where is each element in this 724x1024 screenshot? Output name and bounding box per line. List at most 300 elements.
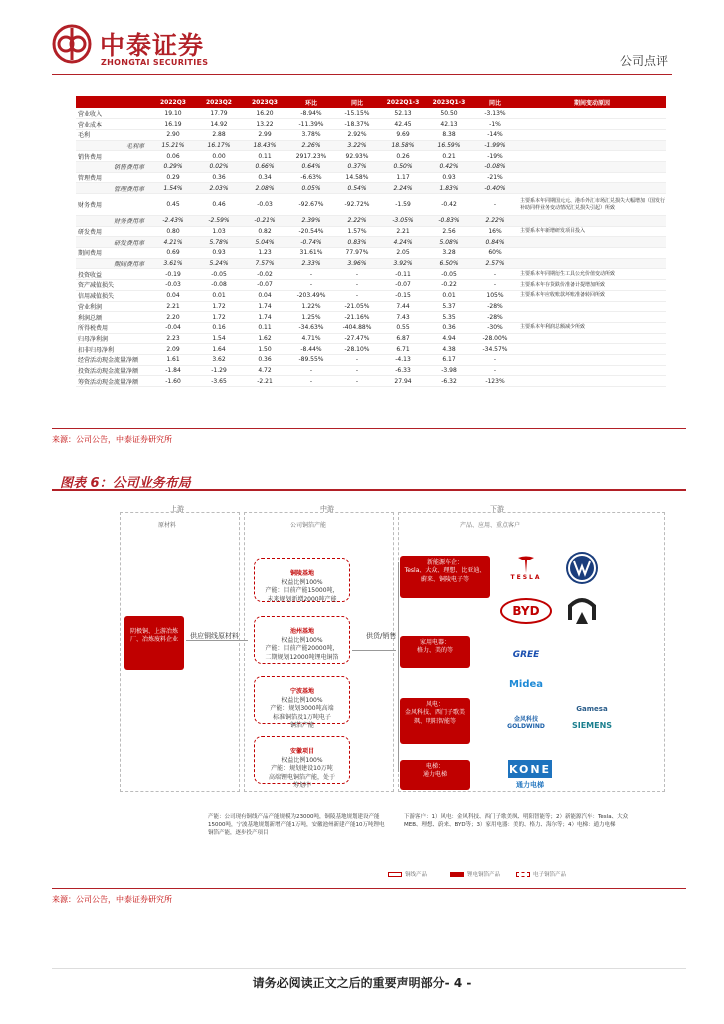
zhongtai-logo-icon — [52, 24, 92, 64]
row-note — [518, 108, 666, 119]
table-cell: -0.04 — [150, 322, 196, 333]
table-cell: 2.22% — [334, 216, 380, 227]
table-cell: 0.36 — [426, 322, 472, 333]
table-cell: 0.01 — [196, 290, 242, 301]
table-cell: -3.05% — [380, 216, 426, 227]
table-cell: 0.36 — [196, 172, 242, 183]
table-cell: 2.08% — [242, 183, 288, 194]
app-new-energy: 新能源车企： Tesla、大众、理想、比亚迪、蔚来、铜陵电子等 — [400, 556, 490, 598]
table-cell: 6.71 — [380, 344, 426, 355]
table-row — [76, 108, 666, 119]
table-cell: - — [288, 376, 334, 387]
table-cell: -404.88% — [334, 322, 380, 333]
table-cell: 0.34 — [242, 172, 288, 183]
table-cell: - — [334, 290, 380, 301]
table-cell: -0.03 — [242, 194, 288, 216]
table-cell: -14% — [472, 129, 518, 140]
table-row — [76, 226, 666, 237]
table-row — [76, 129, 666, 140]
table-cell: 27.94 — [380, 376, 426, 387]
bracket-line — [398, 562, 399, 772]
table-cell: 92.93% — [334, 151, 380, 162]
nio-logo-icon — [564, 594, 600, 626]
row-label: 财务费用率 — [76, 216, 150, 227]
table-cell: -0.05 — [196, 269, 242, 280]
table-cell: 2.99 — [242, 129, 288, 140]
table-cell: -0.07 — [380, 280, 426, 291]
table-cell: 2.21 — [150, 301, 196, 312]
table-cell: 0.45 — [150, 194, 196, 216]
row-note: 主要系本年同期国元元、港币外汇市场汇兑损失大幅增加（国发行补助同样业务变动情况汇兑损失引起）所致 — [518, 194, 666, 216]
table-cell: 3.78% — [288, 129, 334, 140]
table-cell: -0.02 — [242, 269, 288, 280]
table-row — [76, 161, 666, 172]
row-label: 信用减值损失 — [76, 290, 150, 301]
table-cell: -0.05 — [426, 269, 472, 280]
table-cell: -1.84 — [150, 365, 196, 376]
row-note — [518, 376, 666, 387]
row-note — [518, 301, 666, 312]
page-header — [0, 0, 724, 80]
table-cell: -0.74% — [288, 237, 334, 248]
table-cell: -11.39% — [288, 119, 334, 130]
row-note — [518, 161, 666, 172]
table-cell: 0.05% — [288, 183, 334, 194]
table-cell: -6.33 — [380, 365, 426, 376]
row-label: 研发费用 — [76, 226, 150, 237]
gree-logo: GREE — [512, 650, 540, 660]
base-ningbo: 宁波基地 权益比例100% 产能：规划3000吨高端 标准铜箔及1万吨电子 铜箔产能 — [254, 676, 350, 724]
upstream-sub: 原材料 — [158, 522, 177, 529]
table-row — [76, 140, 666, 151]
row-label: 筹资活动现金流量净额 — [76, 376, 150, 387]
midea-logo: Midea — [508, 678, 544, 690]
table-cell: 0.16 — [196, 322, 242, 333]
table-cell: 2.26% — [288, 140, 334, 151]
table-row — [76, 333, 666, 344]
row-note: 主要系本年新增研发项目投入 — [518, 226, 666, 237]
table-header-row — [76, 96, 666, 108]
table-cell: - — [288, 280, 334, 291]
table-cell: 0.66% — [242, 161, 288, 172]
table-cell: -21% — [472, 172, 518, 183]
table-source: 来源：公司公告，中泰证券研究所 — [52, 435, 172, 444]
row-label: 投资收益 — [76, 269, 150, 280]
table-cell: -1.59 — [380, 194, 426, 216]
table-cell: 0.80 — [150, 226, 196, 237]
table-row — [76, 172, 666, 183]
table-cell: 0.55 — [380, 322, 426, 333]
app-wind: 风电： 金风科技、西门子歌美飒、明阳智能等 — [400, 698, 470, 744]
table-cell: -0.08 — [196, 280, 242, 291]
row-note: 主要系本年利润总额减少所致 — [518, 322, 666, 333]
figure-title-bar — [52, 469, 686, 491]
row-label: 管理费用率 — [76, 183, 150, 194]
table-cell: -19% — [472, 151, 518, 162]
table-cell: 1.72 — [196, 301, 242, 312]
table-row — [76, 269, 666, 280]
table-cell: -28% — [472, 312, 518, 323]
table-row — [76, 354, 666, 365]
table-cell: -4.13 — [380, 354, 426, 365]
table-cell: - — [472, 280, 518, 291]
table-cell: 0.84% — [472, 237, 518, 248]
financial-table — [76, 96, 666, 387]
row-label: 所得税费用 — [76, 322, 150, 333]
midstream-sub: 公司铜箔产能 — [290, 522, 327, 529]
company-name-en: ZHONGTAI SECURITIES — [101, 58, 209, 67]
row-note — [518, 354, 666, 365]
table-cell: 0.01 — [426, 290, 472, 301]
table-cell: 6.17 — [426, 354, 472, 365]
table-cell: 1.22% — [288, 301, 334, 312]
gamesa-logo: Gamesa — [576, 705, 608, 713]
col-header: 环比 — [288, 96, 334, 108]
base-anhui: 安徽项目 权益比例100% 产能：规划建设10万吨 高端锂电铜箔产能，处于 筹划中 — [254, 736, 350, 784]
row-label: 归母净利润 — [76, 333, 150, 344]
table-cell: 5.04% — [242, 237, 288, 248]
table-cell: -34.63% — [288, 322, 334, 333]
col-header: 2023Q3 — [242, 96, 288, 108]
table-cell: 17.79 — [196, 108, 242, 119]
table-cell: 42.45 — [380, 119, 426, 130]
table-cell: 0.02% — [196, 161, 242, 172]
table-cell: - — [334, 269, 380, 280]
table-row — [76, 301, 666, 312]
mid-footnote: 产能：公司现有铜线产品产能规模为23000吨，铜陵基地规划建设产能15000吨，宁波基地规划新增产能1万吨，安徽池州新建产能10万吨锂电铜箔产能，逐步投产项目 — [208, 814, 385, 836]
table-cell: 0.04 — [242, 290, 288, 301]
table-row — [76, 216, 666, 227]
table-cell: -28.00% — [472, 333, 518, 344]
table-cell: -2.43% — [150, 216, 196, 227]
table-cell: - — [288, 269, 334, 280]
table-cell: 4.71% — [288, 333, 334, 344]
table-cell: 2.88 — [196, 129, 242, 140]
down-footnote: 下游客户：1）风电：金风科技、西门子歌美飒、明阳智能等；2）新能源汽车：Tesla、大众MEB、理想、蔚来、BYD等；3）家用电器：美的、格力、海尔等；4）电梯：通力电梯 — [404, 814, 629, 828]
table-cell: 42.13 — [426, 119, 472, 130]
table-cell: 1.23 — [242, 248, 288, 259]
col-header: 期间变动原因 — [518, 96, 666, 108]
table-cell: -2.59% — [196, 216, 242, 227]
table-cell: 6.87 — [380, 333, 426, 344]
table-cell: 77.97% — [334, 248, 380, 259]
row-note — [518, 172, 666, 183]
table-cell: - — [334, 280, 380, 291]
row-note — [518, 119, 666, 130]
siemens-logo: SIEMENS — [571, 720, 613, 730]
table-cell: 4.21% — [150, 237, 196, 248]
row-note — [518, 237, 666, 248]
table-cell: 9.69 — [380, 129, 426, 140]
table-cell: 15.21% — [150, 140, 196, 151]
table-cell: -0.42 — [426, 194, 472, 216]
row-note — [518, 365, 666, 376]
table-bottom-rule — [52, 428, 686, 429]
table-cell: 0.42% — [426, 161, 472, 172]
table-cell: - — [334, 365, 380, 376]
row-label: 营业利润 — [76, 301, 150, 312]
table-cell: -1.60 — [150, 376, 196, 387]
table-row — [76, 258, 666, 269]
row-note — [518, 183, 666, 194]
col-header: 同比 — [472, 96, 518, 108]
table-cell: -89.55% — [288, 354, 334, 365]
kone-cn-label: 通力电梯 — [516, 781, 544, 789]
figure-source: 来源：公司公告，中泰证券研究所 — [52, 895, 172, 904]
row-label: 营业成本 — [76, 119, 150, 130]
row-note: 主要系本年应收账款坏账准备转回所致 — [518, 290, 666, 301]
table-cell: 0.69 — [150, 248, 196, 259]
table-row — [76, 119, 666, 130]
midstream-label: 中游 — [320, 505, 334, 513]
table-cell: -92.67% — [288, 194, 334, 216]
table-cell: 3.61% — [150, 258, 196, 269]
table-cell: 0.50% — [380, 161, 426, 172]
table-cell: -2.21 — [242, 376, 288, 387]
base-tongling: 铜陵基地 权益比例100% 产能：目前产能15000吨， 未来规划新增2000吨产能 — [254, 558, 350, 602]
legend-item-1: 铜线产品 — [388, 870, 427, 878]
table-cell: 5.24% — [196, 258, 242, 269]
table-cell: 60% — [472, 248, 518, 259]
table-cell: -0.21% — [242, 216, 288, 227]
base-chizhou: 池州基地 权益比例100% 产能：目前产能20000吨， 二期规划12000吨锂电铜箔 — [254, 616, 350, 664]
table-cell: -21.16% — [334, 312, 380, 323]
table-cell: - — [334, 354, 380, 365]
row-label: 扣非归母净利 — [76, 344, 150, 355]
row-label: 资产减值损失 — [76, 280, 150, 291]
table-cell: -3.65 — [196, 376, 242, 387]
col-header: 2022Q3 — [150, 96, 196, 108]
table-cell: 5.08% — [426, 237, 472, 248]
table-cell: 2.92% — [334, 129, 380, 140]
table-cell: 2.09 — [150, 344, 196, 355]
footer-divider — [52, 968, 686, 969]
figure-bottom-rule — [52, 888, 686, 889]
col-header: 2023Q1-3 — [426, 96, 472, 108]
row-note: 主要系本年存货跌价准备计提增加所致 — [518, 280, 666, 291]
table-cell: 2.23 — [150, 333, 196, 344]
row-note — [518, 151, 666, 162]
company-name-cn: 中泰证券 — [100, 31, 205, 60]
table-cell: -15.15% — [334, 108, 380, 119]
table-row — [76, 290, 666, 301]
table-cell: -0.08% — [472, 161, 518, 172]
row-label: 期间费用 — [76, 248, 150, 259]
table-row — [76, 280, 666, 291]
table-row — [76, 183, 666, 194]
table-cell: 0.21 — [426, 151, 472, 162]
table-cell: 3.96% — [334, 258, 380, 269]
table-cell: -0.40% — [472, 183, 518, 194]
table-row — [76, 344, 666, 355]
row-label: 投资活动现金流量净额 — [76, 365, 150, 376]
table-cell: - — [288, 365, 334, 376]
table-cell: 2.57% — [472, 258, 518, 269]
table-cell: 0.46 — [196, 194, 242, 216]
kone-logo: KONE — [508, 760, 552, 778]
table-cell: -34.57% — [472, 344, 518, 355]
table-cell: 7.43 — [380, 312, 426, 323]
table-row — [76, 237, 666, 248]
tesla-logo: TESLA — [498, 550, 554, 586]
table-cell: - — [472, 354, 518, 365]
col-header: 2023Q2 — [196, 96, 242, 108]
table-row — [76, 248, 666, 259]
row-label: 财务费用 — [76, 194, 150, 216]
table-cell: 1.74 — [242, 301, 288, 312]
row-note — [518, 216, 666, 227]
col-header: 同比 — [334, 96, 380, 108]
table-cell: -3.98 — [426, 365, 472, 376]
table-cell: 5.35 — [426, 312, 472, 323]
table-cell: 2.90 — [150, 129, 196, 140]
business-layout-diagram — [120, 498, 665, 886]
table-cell: -92.72% — [334, 194, 380, 216]
header-divider — [52, 74, 672, 75]
table-cell: 2.20 — [150, 312, 196, 323]
table-cell: 50.50 — [426, 108, 472, 119]
table-cell: 0.93 — [426, 172, 472, 183]
table-cell: 1.50 — [242, 344, 288, 355]
table-row — [76, 194, 666, 216]
tesla-icon — [516, 556, 536, 574]
row-label: 营业收入 — [76, 108, 150, 119]
table-cell: 0.82 — [242, 226, 288, 237]
table-cell: 0.29 — [150, 172, 196, 183]
col-header — [76, 96, 150, 108]
table-cell: 0.11 — [242, 151, 288, 162]
table-cell: 0.11 — [242, 322, 288, 333]
table-cell: 1.64 — [196, 344, 242, 355]
table-cell: 1.57% — [334, 226, 380, 237]
table-row — [76, 151, 666, 162]
table-cell: -1.29 — [196, 365, 242, 376]
table-cell: 16% — [472, 226, 518, 237]
table-cell: 4.94 — [426, 333, 472, 344]
table-cell: 18.58% — [380, 140, 426, 151]
legend-item-3: 电子铜箔产品 — [516, 870, 566, 878]
table-cell: -28.10% — [334, 344, 380, 355]
table-cell: -8.44% — [288, 344, 334, 355]
row-note — [518, 312, 666, 323]
table-cell: -1% — [472, 119, 518, 130]
row-note — [518, 248, 666, 259]
table-cell: 8.38 — [426, 129, 472, 140]
page-footer: 请务必阅读正文之后的重要声明部分- 4 - — [252, 976, 472, 990]
row-note — [518, 344, 666, 355]
table-cell: -8.94% — [288, 108, 334, 119]
table-cell: 0.06 — [150, 151, 196, 162]
row-note — [518, 333, 666, 344]
figure-title: 图表 6：公司业务布局 — [60, 476, 191, 491]
table-cell: 5.78% — [196, 237, 242, 248]
table-cell: 2.39% — [288, 216, 334, 227]
table-cell: -27.47% — [334, 333, 380, 344]
upstream-label: 上游 — [170, 505, 184, 513]
table-cell: 3.62 — [196, 354, 242, 365]
vw-logo-icon — [564, 550, 600, 586]
row-label: 毛利 — [76, 129, 150, 140]
table-cell: 1.03 — [196, 226, 242, 237]
table-cell: - — [334, 376, 380, 387]
row-label: 管理费用 — [76, 172, 150, 183]
table-cell: 16.17% — [196, 140, 242, 151]
downstream-sub: 产品、应用、重点客户 — [460, 522, 521, 529]
table-cell: -0.03 — [150, 280, 196, 291]
table-cell: 5.37 — [426, 301, 472, 312]
table-cell: 3.28 — [426, 248, 472, 259]
table-cell: 7.44 — [380, 301, 426, 312]
table-cell: 0.93 — [196, 248, 242, 259]
table-cell: 6.50% — [426, 258, 472, 269]
table-cell: 0.29% — [150, 161, 196, 172]
col-header: 2022Q1-3 — [380, 96, 426, 108]
row-note: 主要系本年同期衍生工具公允价值变动所致 — [518, 269, 666, 280]
table-cell: 16.59% — [426, 140, 472, 151]
row-label: 经营活动现金流量净额 — [76, 354, 150, 365]
table-cell: 14.92 — [196, 119, 242, 130]
table-cell: 2.05 — [380, 248, 426, 259]
table-cell: 4.38 — [426, 344, 472, 355]
table-cell: -123% — [472, 376, 518, 387]
table-cell: -3.13% — [472, 108, 518, 119]
arrow-downstream — [352, 650, 396, 651]
table-cell: -28% — [472, 301, 518, 312]
table-cell: 1.17 — [380, 172, 426, 183]
app-home-appliance: 家用电器： 格力、美的等 — [400, 636, 470, 668]
arrow-label-left: 供应铜线原材料 — [190, 632, 239, 640]
table-cell: 1.72 — [196, 312, 242, 323]
table-cell: 2.21 — [380, 226, 426, 237]
table-cell: -203.49% — [288, 290, 334, 301]
downstream-label: 下游 — [490, 505, 504, 513]
app-elevator: 电梯： 通力电梯 — [400, 760, 470, 790]
table-cell: 13.22 — [242, 119, 288, 130]
byd-logo: BYD — [500, 598, 552, 624]
table-cell: 18.43% — [242, 140, 288, 151]
table-cell: 19.10 — [150, 108, 196, 119]
table-body — [76, 108, 666, 387]
legend-item-2: 锂电铜箔产品 — [450, 870, 500, 878]
table-cell: 4.72 — [242, 365, 288, 376]
row-label: 毛利率 — [76, 140, 150, 151]
table-cell: 0.36 — [242, 354, 288, 365]
table-cell: 52.13 — [380, 108, 426, 119]
table-cell: 0.00 — [196, 151, 242, 162]
table-cell: 3.22% — [334, 140, 380, 151]
table-cell: -0.22 — [426, 280, 472, 291]
table-cell: 0.26 — [380, 151, 426, 162]
table-cell: 4.24% — [380, 237, 426, 248]
table-row — [76, 312, 666, 323]
table-cell: - — [472, 269, 518, 280]
table-cell: 16.19 — [150, 119, 196, 130]
table-cell: -1.99% — [472, 140, 518, 151]
raw-material-box: 阴极铜、上游冶炼厂、冶炼废料企业 — [124, 616, 184, 670]
row-label: 利润总额 — [76, 312, 150, 323]
table-cell: 2.33% — [288, 258, 334, 269]
row-note — [518, 129, 666, 140]
row-label: 研发费用率 — [76, 237, 150, 248]
row-label: 期间费用率 — [76, 258, 150, 269]
table-cell: 1.83% — [426, 183, 472, 194]
table-cell: -0.19 — [150, 269, 196, 280]
table-cell: 2.56 — [426, 226, 472, 237]
table-row — [76, 376, 666, 387]
table-cell: 0.83% — [334, 237, 380, 248]
table-row — [76, 365, 666, 376]
table-cell: 1.54% — [150, 183, 196, 194]
